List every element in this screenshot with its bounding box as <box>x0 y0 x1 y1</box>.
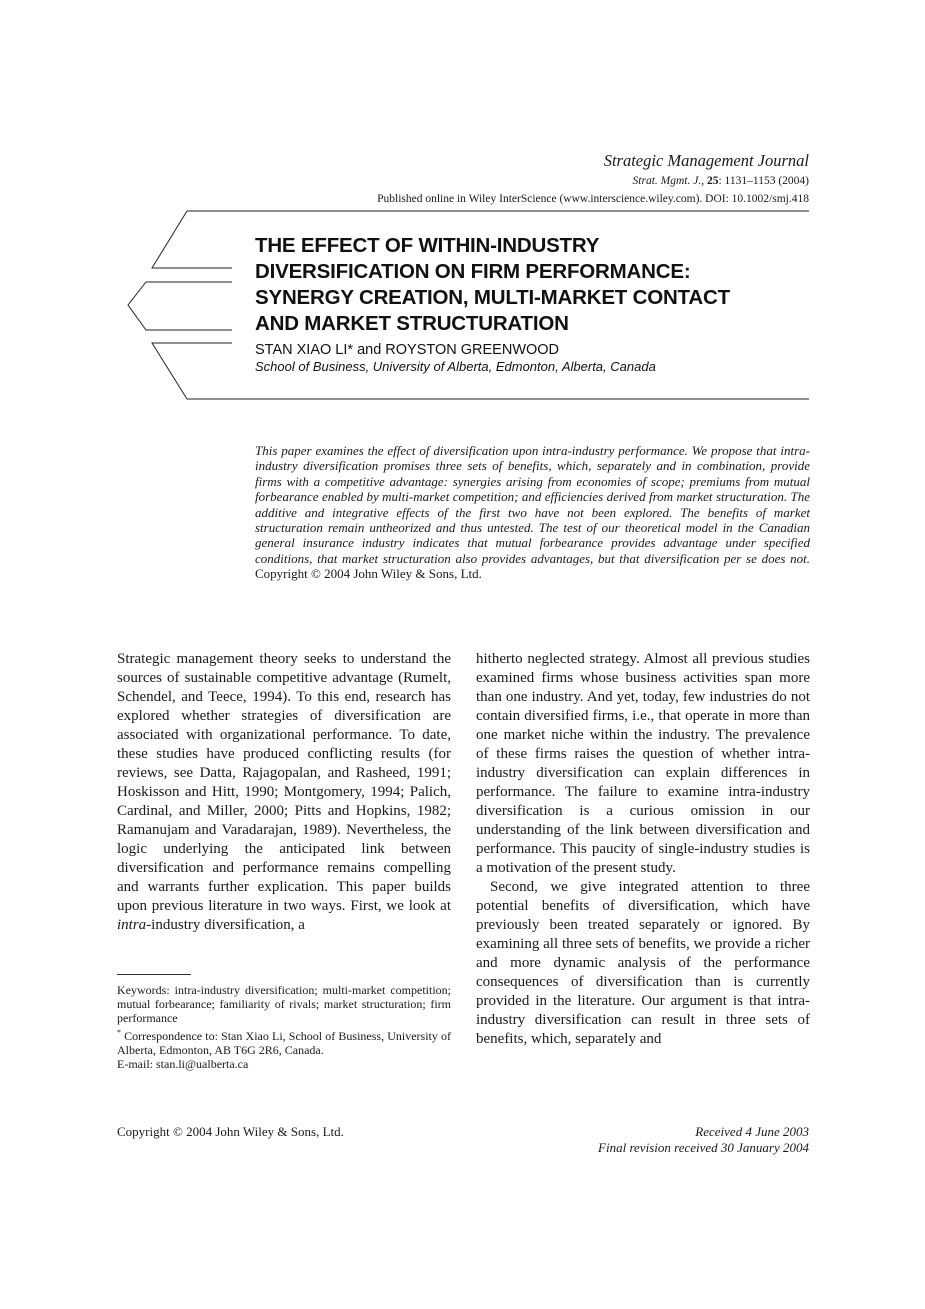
keywords: Keywords: intra-industry diversification; multi-market competition; mutual forbearance; familiarity of rivals; market structuration; firm performance <box>117 983 451 1026</box>
authors: STAN XIAO LI* and ROYSTON GREENWOOD <box>255 342 560 358</box>
abstract-text: This paper examines the effect of diversification upon intra-industry performance. We propose that intra-industry diversification promises three sets of benefits, which, separately and in combination, provide firms with a competitive advantage: synergies arising from economies of scope; premiums from mutual forbearance enabled by multi-market competition; and efficiencies derived from market structuration. The additive and integrative effects of the first two have not been explored. The benefits of market structuration remain untheorized and thus untested. The test of our theoretical model in the Canadian general insurance industry indicates that mutual forbearance provides advantage under specified conditions, that market structuration also provides advantages, but that diversification per se does not. <box>255 443 810 566</box>
citation-volume: 25 <box>706 175 719 187</box>
body-column-right <box>476 650 810 1049</box>
article-title <box>255 233 815 337</box>
published-online: Published online in Wiley InterScience (www.interscience.wiley.com). DOI: 10.1002/smj.418 <box>377 193 809 205</box>
abstract-copyright: Copyright © 2004 John Wiley & Sons, Ltd. <box>255 566 482 582</box>
body-paragraph: Second, we give integrated attention to three potential benefits of diversification, which have previously been treated separately or ignored. By examining all three sets of benefits, we provide a richer and more dynamic analysis of the performance consequences of diversification than is currently provided in the literature. Our argument is that intra-industry diversification can result in three sets of benefits, which, separately and <box>476 879 810 1047</box>
title-line: DIVERSIFICATION ON FIRM PERFORMANCE: <box>255 260 691 283</box>
received-dates <box>598 1124 809 1156</box>
frame-middle-bracket <box>128 282 232 330</box>
email: E-mail: stan.li@ualberta.ca <box>117 1057 249 1072</box>
affiliation: School of Business, University of Alberta, Edmonton, Alberta, Canada <box>255 359 656 374</box>
final-revision-date: Final revision received 30 January 2004 <box>598 1140 809 1155</box>
body-paragraph <box>117 650 451 935</box>
body-text: -industry diversification, a <box>146 917 305 933</box>
frame-upper-bracket <box>152 211 232 268</box>
citation-abbrev: Strat. Mgmt. J. <box>632 175 702 187</box>
body-paragraph: hitherto neglected strategy. Almost all previous studies examined firms whose business activities span more than one industry. And yet, today, few industries do not contain diversified firms, i.e., that operate in more than one market niche within the industry. The prevalence of these firms raises the question of whether intra-industry diversification can explain differences in performance. The failure to examine intra-industry diversification is a curious omission in our understanding of the link between diversification and performance. This paucity of single-industry studies is a motivation of the present study. <box>476 651 810 876</box>
citation-pages: : 1131–1153 (2004) <box>718 175 809 187</box>
title-line: AND MARKET STRUCTURATION <box>255 312 569 335</box>
body-text: Strategic management theory seeks to understand the sources of sustainable competitive advantage (Rumelt, Schendel, and Teece, 1994). To this end, research has explored whether strategies of diversification are associated with organizational performance. To date, these studies have produced conflicting results (for reviews, see Datta, Rajagopalan, and Rasheed, 1991; Hoskisson and Hitt, 1990; Montgomery, 1994; Palich, Cardinal, and Miller, 2000; Pitts and Hopkins, 1982; Ramanujam and Varadarajan, 1989). Nevertheless, the logic underlying the anticipated link between diversification and performance remains compelling and warrants further explication. This paper builds upon previous literature in two ways. First, we look at <box>117 651 451 914</box>
footnotes <box>117 983 451 1071</box>
correspondence <box>117 1026 451 1057</box>
correspondence-mark: * <box>117 1027 121 1037</box>
journal-name: Strategic Management Journal <box>603 151 809 170</box>
footer-copyright: Copyright © 2004 John Wiley & Sons, Ltd. <box>117 1124 344 1139</box>
abstract <box>255 443 810 582</box>
citation-sep: , <box>701 175 707 187</box>
title-line: THE EFFECT OF WITHIN-INDUSTRY <box>255 234 600 257</box>
correspondence-text: Correspondence to: Stan Xiao Li, School of Business, University of Alberta, Edmonton, AB T6G 2R6, Canada. <box>117 1028 452 1057</box>
body-emphasis: intra <box>117 917 147 933</box>
footnote-rule <box>117 974 191 975</box>
citation <box>633 175 809 187</box>
body-column-left <box>117 650 451 935</box>
title-line: SYNERGY CREATION, MULTI-MARKET CONTACT <box>255 286 730 309</box>
received-date: Received 4 June 2003 <box>695 1124 809 1139</box>
